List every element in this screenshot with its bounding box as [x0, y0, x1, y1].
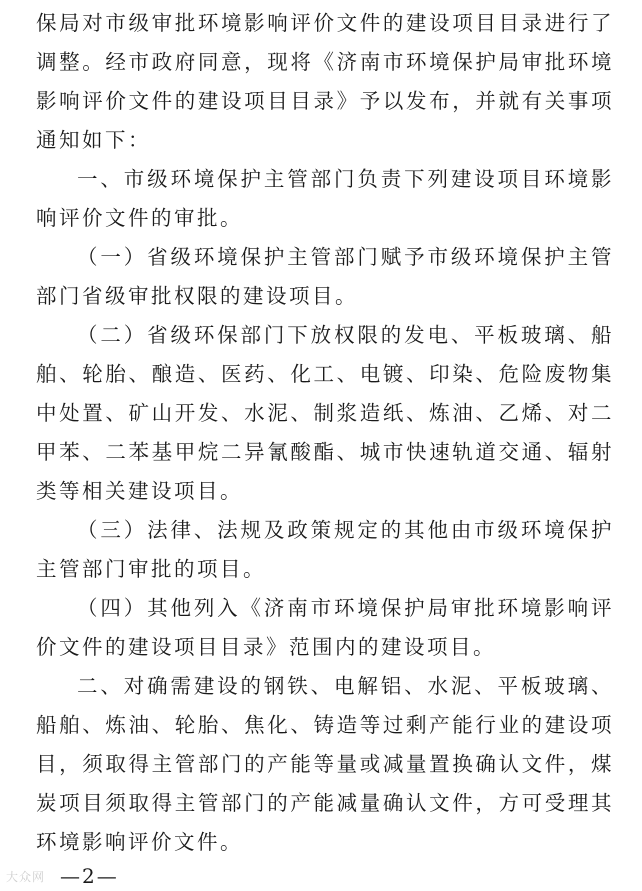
paragraph-subitem-3: （三）法律、法规及政策规定的其他由市级环境保护主管部门审批的项目。: [36, 518, 614, 581]
paragraph-subitem-4: （四）其他列入《济南市环境保护局审批环境影响评价文件的建设项目目录》范围内的建设项目。: [36, 596, 614, 659]
document-body: [0, 4, 642, 862]
paragraph-item-1: 一、市级环境保护主管部门负责下列建设项目环境影响评价文件的审批。: [36, 167, 614, 230]
paragraph-item-2: 二、对确需建设的钢铁、电解铝、水泥、平板玻璃、船舶、炼油、轮胎、焦化、铸造等过剩产能行业的建设项目，须取得主管部门的产能等量或减量置换确认文件，煤炭项目须取得主管部门的产能减量确认文件，方可受理其环境影响评价文件。: [36, 674, 614, 854]
paragraph-subitem-2: （二）省级环保部门下放权限的发电、平板玻璃、船舶、轮胎、酿造、医药、化工、电镀、印染、危险废物集中处置、矿山开发、水泥、制浆造纸、炼油、乙烯、对二甲苯、二苯基甲烷二异氰酸酯、城市快速轨道交通、辐射类等相关建设项目。: [36, 323, 614, 503]
page-footer: [0, 860, 642, 891]
paragraph-subitem-1: （一）省级环境保护主管部门赋予市级环境保护主管部门省级审批权限的建设项目。: [36, 245, 614, 308]
paragraph-intro: 保局对市级审批环境影响评价文件的建设项目目录进行了调整。经市政府同意，现将《济南市环境保护局审批环境影响评价文件的建设项目目录》予以发布，并就有关事项通知如下：: [36, 11, 614, 152]
page-number: —2—: [60, 864, 119, 888]
watermark-text: 大众网: [6, 870, 46, 884]
